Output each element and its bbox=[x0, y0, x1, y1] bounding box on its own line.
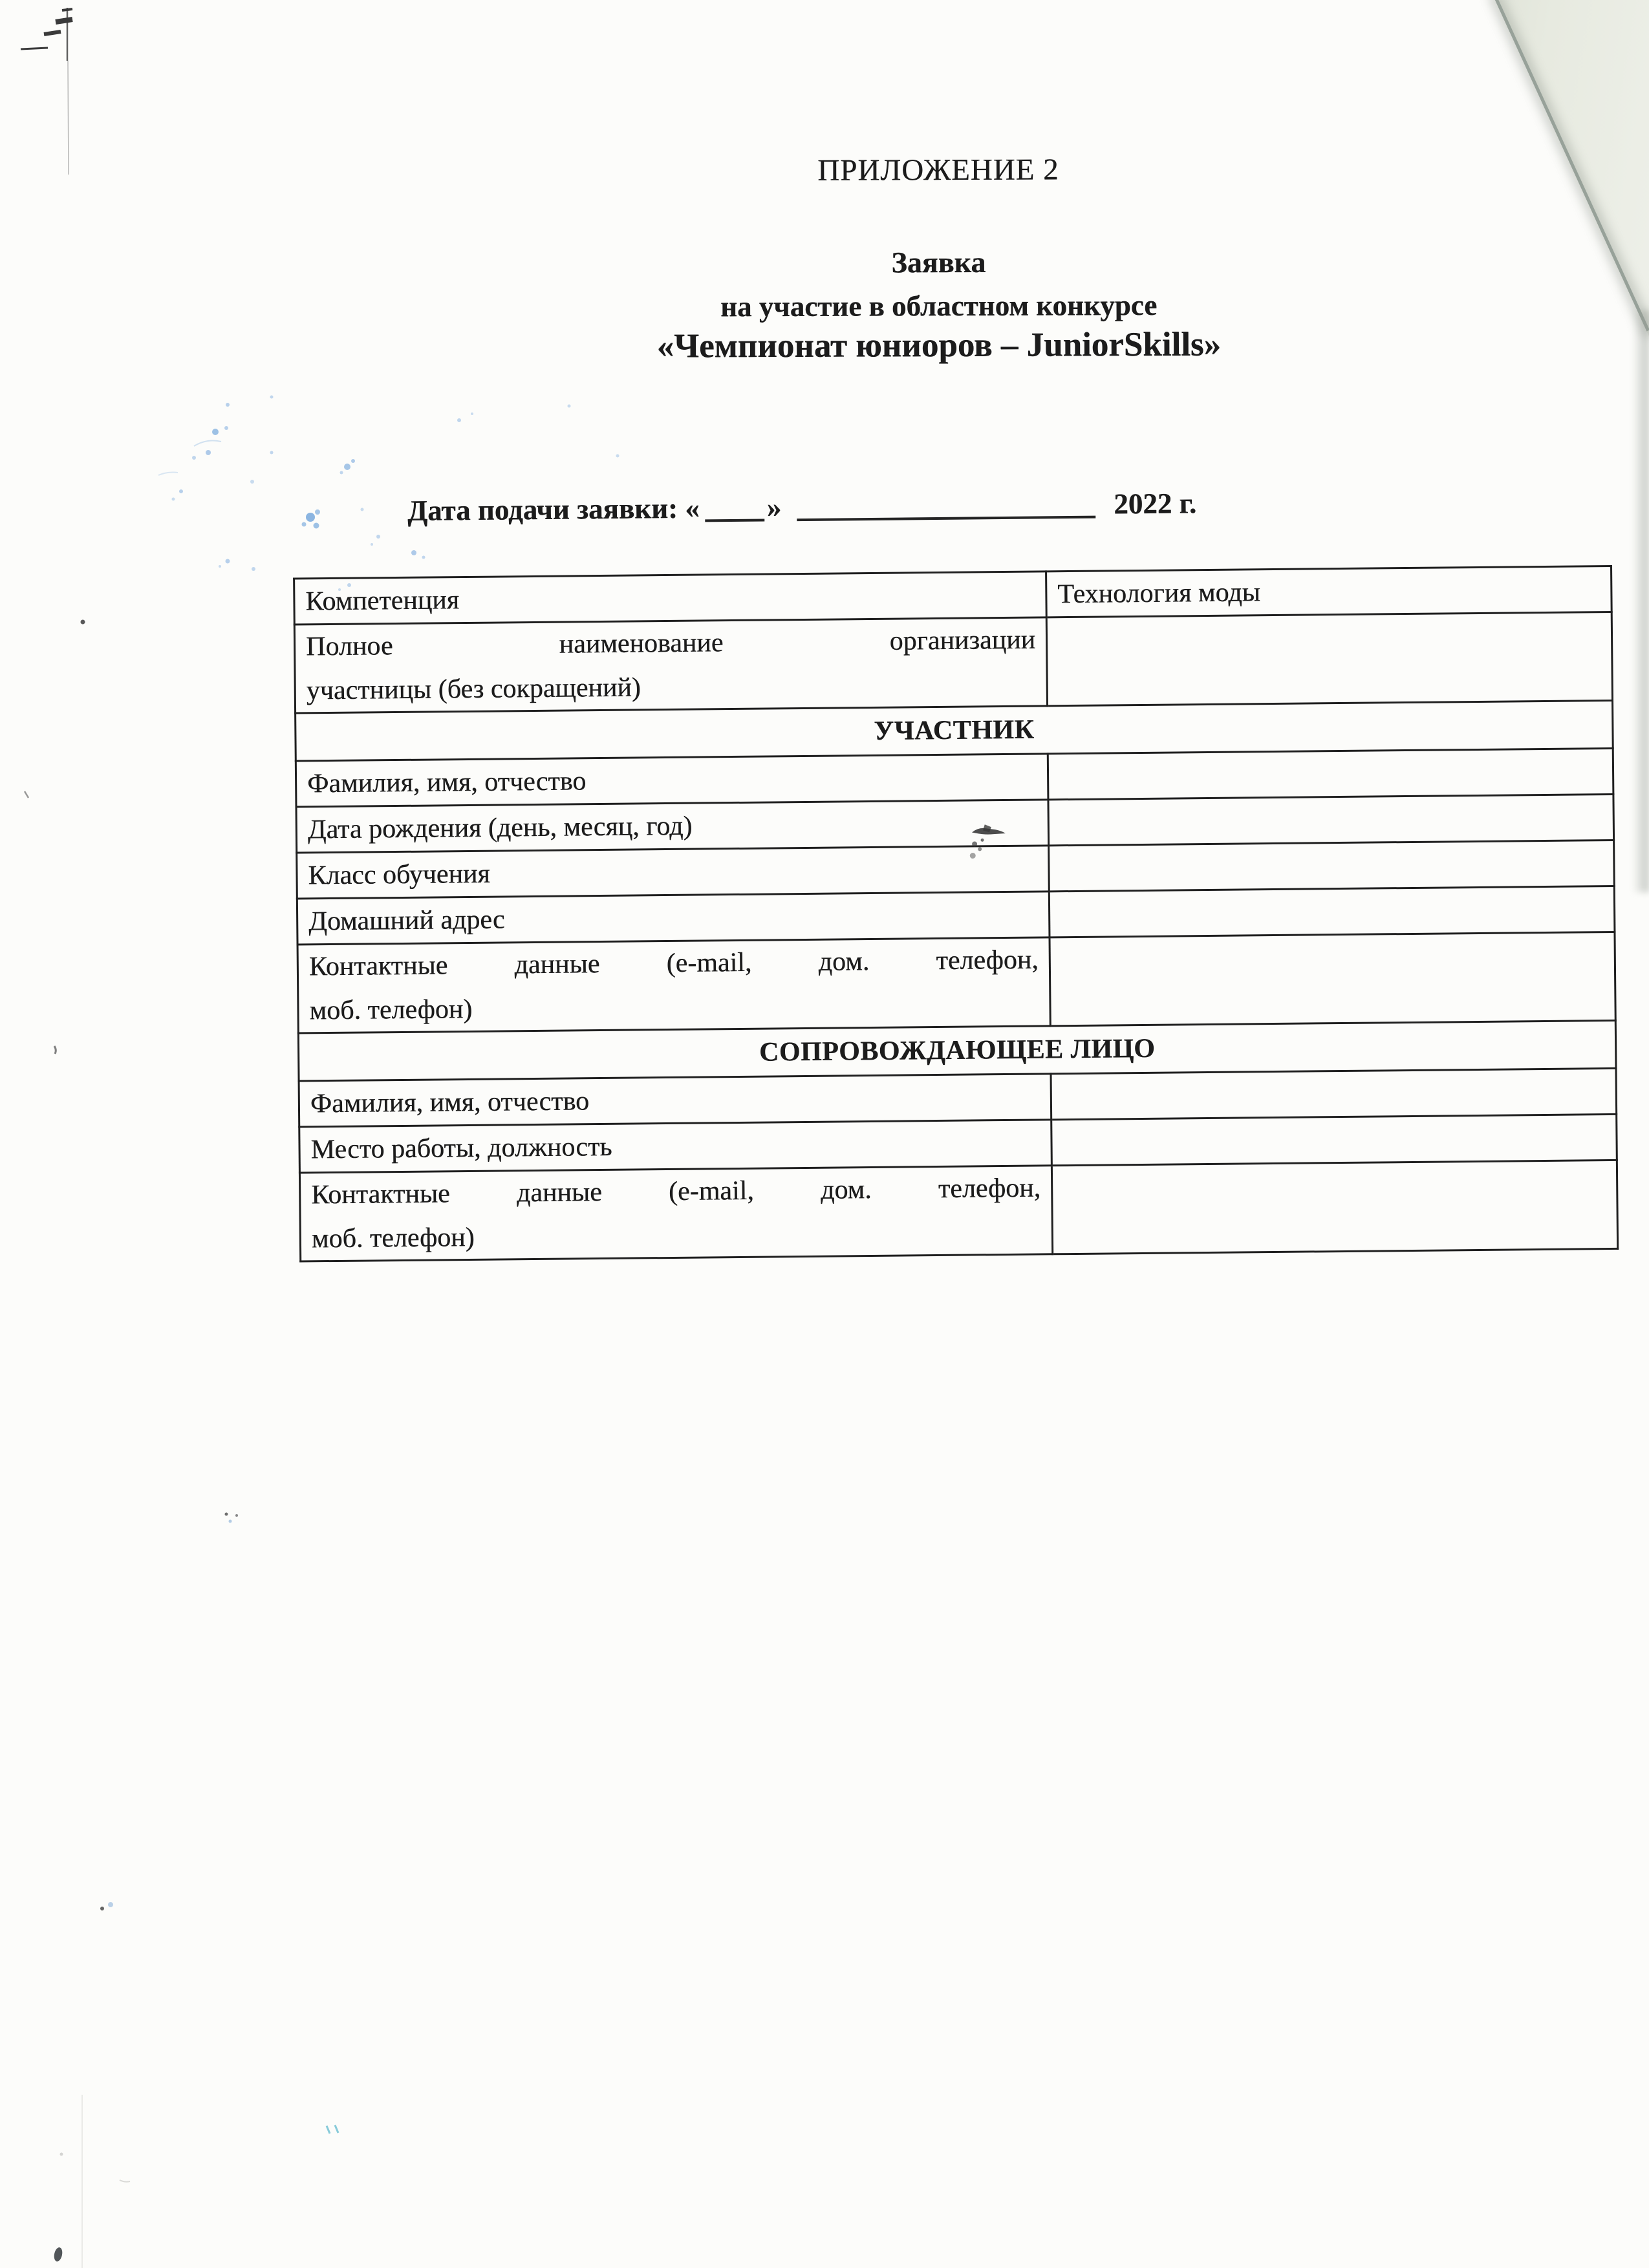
table-label-cell: Домашний адрес bbox=[297, 892, 1050, 945]
date-label: Дата подачи заявки: bbox=[407, 491, 678, 527]
table-label-cell: Фамилия, имя, отчество bbox=[299, 1074, 1051, 1127]
table-label-cell: Класс обучения bbox=[297, 846, 1050, 899]
table-label-cell: Контактные данные (e-mail, дом. телефон, моб. телефон) bbox=[299, 1166, 1052, 1261]
table-value-cell bbox=[1048, 748, 1613, 799]
application-table-body bbox=[294, 566, 1618, 1261]
table-label-cell: Полное наименование организации участницы (без сокращений) bbox=[294, 617, 1047, 713]
table-row bbox=[294, 612, 1612, 713]
date-day-blank bbox=[705, 519, 764, 522]
table-value-cell: Технология моды bbox=[1046, 566, 1612, 617]
table-value-cell bbox=[1051, 1114, 1617, 1165]
table-section-header: УЧАСТНИК bbox=[296, 700, 1613, 761]
table-label-cell: Контактные данные (e-mail, дом. телефон, моб. телефон) bbox=[297, 937, 1050, 1033]
table-value-cell bbox=[1046, 612, 1612, 705]
table-value-cell bbox=[1049, 840, 1615, 891]
date-line bbox=[407, 486, 1196, 528]
table-value-cell bbox=[1051, 1068, 1617, 1119]
table-value-cell bbox=[1048, 794, 1614, 845]
table-value-cell bbox=[1049, 886, 1615, 937]
table-value-cell bbox=[1050, 932, 1615, 1025]
table-label-cell: Компетенция bbox=[294, 572, 1047, 625]
table-label-cell: Фамилия, имя, отчество bbox=[296, 754, 1048, 807]
table-row bbox=[297, 932, 1615, 1033]
form-title: Заявка bbox=[891, 245, 986, 279]
date-year: 2022 г. bbox=[1113, 487, 1197, 520]
appendix-heading: ПРИЛОЖЕНИЕ 2 bbox=[817, 153, 1059, 187]
date-month-blank bbox=[797, 516, 1095, 521]
table-section-header: СОПРОВОЖДАЮЩЕЕ ЛИЦО bbox=[298, 1020, 1616, 1081]
table-row bbox=[299, 1160, 1617, 1261]
competition-name: «Чемпионат юниоров – JuniorSkills» bbox=[656, 325, 1222, 365]
table-label-cell: Дата рождения (день, месяц, год) bbox=[296, 800, 1049, 853]
table-value-cell bbox=[1051, 1160, 1617, 1254]
form-subtitle: на участие в областном конкурсе bbox=[720, 288, 1158, 323]
date-close-quote: » bbox=[766, 491, 782, 524]
application-table bbox=[293, 565, 1619, 1263]
table-label-cell: Место работы, должность bbox=[299, 1120, 1052, 1173]
date-open-quote: « bbox=[685, 491, 700, 524]
pen-smudge-mark bbox=[963, 815, 1022, 868]
